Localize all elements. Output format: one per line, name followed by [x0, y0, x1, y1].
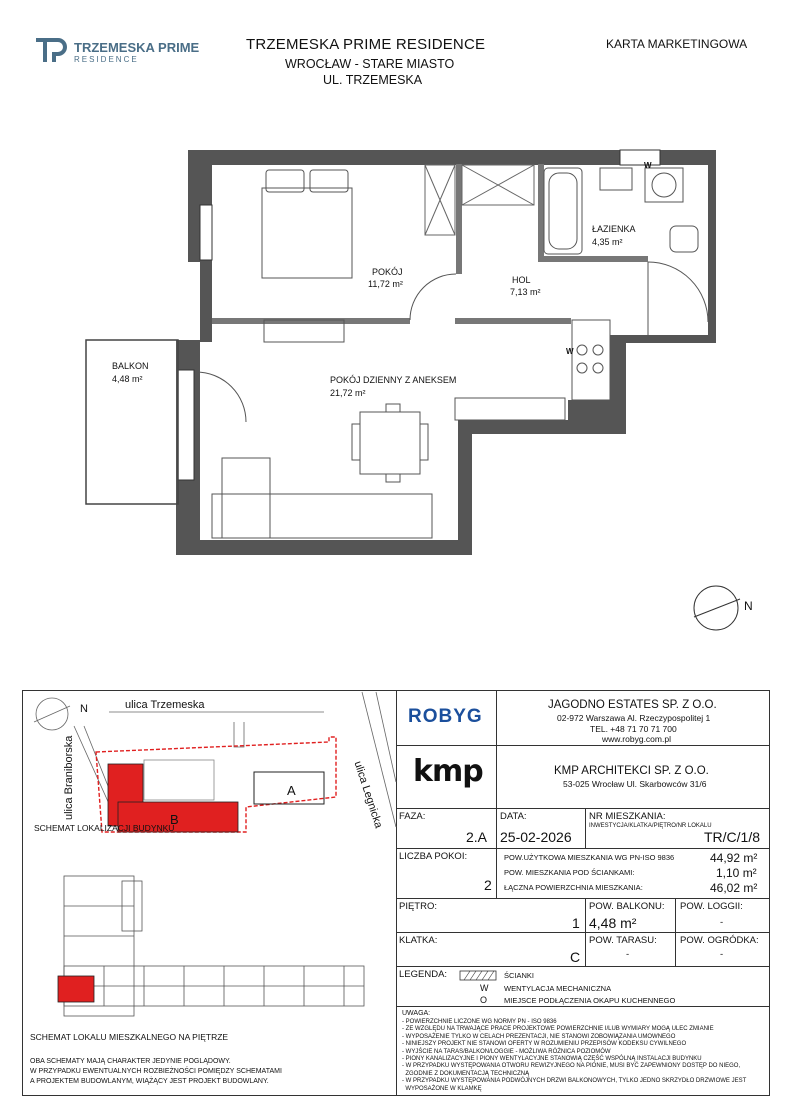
legend-3-mark: O — [480, 995, 488, 1005]
robyg-logo: ROBYG — [408, 706, 483, 727]
legend-1-text: ŚCIANKI — [504, 971, 535, 980]
faza-label: FAZA: — [399, 811, 426, 822]
legend-2-text: WENTYLACJA MECHANICZNA — [504, 984, 612, 993]
kmp-logo: kmp — [413, 754, 483, 789]
east-wall-mid — [610, 340, 626, 434]
page-title: TRZEMESKA PRIME RESIDENCE — [246, 36, 486, 53]
room-dzienny-name: POKÓJ DZIENNY Z ANEKSEM — [330, 375, 457, 385]
logo-sub-text: RESIDENCE — [74, 55, 139, 64]
map-compass-n: N — [80, 703, 88, 715]
investor-name: JAGODNO ESTATES SP. Z O.O. — [548, 699, 717, 711]
pietro-label: PIĘTRO: — [399, 901, 438, 912]
taras-label: POW. TARASU: — [589, 935, 657, 946]
street-right-label: ulica Legnicka — [351, 759, 385, 830]
loggia-label: POW. LOGGII: — [680, 901, 743, 912]
uwaga-line: - PIONY KANALIZACYJNE I PIONY WENTYLACYJNE STANOWIĄ CZĘŚĆ WSPÓLNĄ INSTALACJI BUDYNKU — [402, 1056, 702, 1063]
logo-main-text: TRZEMESKA PRIME — [74, 40, 200, 55]
legend-2-mark: W — [480, 983, 489, 993]
investor-address: 02-972 Warszawa Al. Rzeczypospolitej 1 — [557, 713, 711, 723]
floor-caption: SCHEMAT LOKALU MIESZKALNEGO NA PIĘTRZE — [30, 1032, 229, 1042]
klatka-label: KLATKA: — [399, 935, 438, 946]
pow-lacz-value: 46,02 m² — [710, 881, 758, 895]
city-text: WROCŁAW - STARE MIASTO — [285, 57, 455, 71]
uwagi-list — [402, 1019, 766, 1093]
uwaga-line: - WYJŚCIE NA TARAS/BALKON/LOGGIE - MOŻLIWA RÓŻNICA POZIOMÓW — [402, 1048, 611, 1055]
room-pokoj-area: 11,72 m² — [368, 279, 403, 289]
note-line-3: A PROJEKTEM BUDOWLANYM, WIĄŻĄCY JEST PROJEKT BUDOWLANY. — [30, 1078, 269, 1085]
street-top-label: ulica Trzemeska — [125, 699, 205, 711]
balkon-label: POW. BALKONU: — [589, 901, 665, 912]
note-line-1: OBA SCHEMATY MAJĄ CHARAKTER JEDYNIE POGLĄDOWY. — [30, 1058, 231, 1065]
loggia-value: - — [720, 917, 724, 928]
legend-3-text: MIEJSCE PODŁĄCZENIA OKAPU KUCHENNEGO — [504, 996, 676, 1005]
washer-mark: W — [644, 161, 652, 170]
architect-name: KMP ARCHITEKCI SP. Z O.O. — [554, 765, 709, 777]
card-type: KARTA MARKETINGOWA — [606, 37, 748, 51]
hol-living-wall — [455, 318, 571, 324]
hol-bath-wall — [538, 164, 544, 259]
uwaga-line: - POWIERZCHNIE LICZONE WG NORMY PN - ISO 9836 — [402, 1019, 557, 1025]
east-wall-lower — [458, 420, 472, 555]
bath-bottom-wall — [538, 256, 648, 262]
pow-sc-value: 1,10 m² — [716, 866, 757, 880]
taras-value: - — [626, 949, 630, 960]
building-a-label: A — [287, 783, 296, 798]
unit-highlight — [58, 976, 94, 1002]
legenda-label: LEGENDA: — [399, 969, 448, 980]
pow-sc-label: POW. MIESZKANIA POD ŚCIANKAMI: — [504, 868, 635, 877]
corridor-wall — [610, 335, 716, 343]
uwaga-line: - W PRZYPADKU WYSTĘPOWANIA PODWÓJNYCH DRZWI BALKONOWYCH, TYLKO JEDNO SKRZYDŁO DRZWIOWE JEST — [402, 1078, 747, 1085]
nr-value: TR/C/1/8 — [704, 829, 761, 845]
street-text: UL. TRZEMESKA — [323, 73, 423, 87]
ogrodek-label: POW. OGRÓDKA: — [680, 935, 759, 946]
uwaga-line: WYPOSAŻONE W KLAMKĘ — [402, 1085, 482, 1092]
room-dzienny-area: 21,72 m² — [330, 388, 366, 398]
uwaga-line: - ZE WZGLĘDU NA TRWAJĄCE PRACE PROJEKTOWE POWIERZCHNIE I/LUB WYMIARY MOGĄ ULEC ZMIANIE — [402, 1026, 714, 1033]
balkon-value: 4,48 m² — [589, 915, 637, 931]
room-pokoj-name: POKÓJ — [372, 267, 403, 277]
south-wall — [176, 540, 464, 555]
room-balkon-name: BALKON — [112, 361, 149, 371]
architect-address: 53-025 Wrocław Ul. Skarbowców 31/6 — [563, 779, 707, 789]
location-caption: SCHEMAT LOKALIZACJI BUDYNKU — [34, 823, 175, 833]
pietro-value: 1 — [572, 915, 580, 931]
ogrodek-value: - — [720, 949, 724, 960]
room-balkon-area: 4,48 m² — [112, 374, 143, 384]
note-line-2: W PRZYPADKU EWENTUALNYCH ROZBIEŻNOŚCI POMIĘDZY SCHEMATAMI — [30, 1068, 282, 1075]
pokoje-label: LICZBA POKOI: — [399, 851, 468, 862]
room-hol-name: HOL — [512, 275, 531, 285]
west-wall-mid — [200, 262, 212, 342]
nr-label: NR MIESZKANIA: — [589, 811, 666, 822]
bottom-divider — [396, 690, 397, 1096]
nr-sub: INWESTYCJA/KLATKA/PIĘTRO/NR LOKALU — [589, 823, 712, 829]
bedroom-living-wall — [212, 318, 410, 324]
floor-scheme — [24, 866, 396, 1036]
room-hol-area: 7,13 m² — [510, 287, 541, 297]
room-lazienka-area: 4,35 m² — [592, 237, 623, 247]
investor-phone: TEL. +48 71 70 71 700 — [590, 724, 677, 734]
investor-web: www.robyg.com.pl — [602, 734, 671, 744]
hood-mark: W — [566, 347, 574, 356]
uwaga-line: ZGODNIE Z DOKUMENTACJĄ TECHNICZNĄ — [402, 1070, 530, 1077]
klatka-value: C — [570, 949, 581, 965]
hatch-icon — [460, 970, 500, 982]
street-left-label: ulica Braniborska — [63, 735, 75, 820]
shaft — [568, 400, 610, 434]
faza-value: 2.A — [466, 829, 488, 845]
pow-lacz-label: ŁĄCZNA POWIERZCHNIA MIESZKANIA: — [504, 883, 643, 892]
pow-uz-label: POW.UŻYTKOWA MIESZKANIA WG PN-ISO 9836 — [504, 853, 675, 862]
compass-n-mark: N — [744, 599, 753, 613]
building-b-label: B — [170, 812, 179, 827]
pokoje-value: 2 — [484, 877, 492, 893]
pow-uz-value: 44,92 m² — [710, 851, 758, 865]
uwaga-line: - W PRZYPADKU WYSTĘPOWANIA OTWORU REWIZYJNEGO NA PIONIE, MUSI BYĆ ZAPEWNIONY DOSTĘP DO NIEGO, — [402, 1063, 741, 1070]
bedroom-hol-wall — [456, 164, 462, 274]
room-lazienka-name: ŁAZIENKA — [592, 224, 636, 234]
data-value: 25-02-2026 — [500, 829, 572, 845]
uwaga-line: - WYPOSAŻENIE TYLKO W CELACH PREZENTACJI, NIE STANOWI ZOBOWIĄZANIA UMOWNEGO — [402, 1033, 676, 1040]
east-wall-upper — [708, 150, 716, 340]
data-label: DATA: — [500, 811, 527, 822]
uwaga-label: UWAGA: — [402, 1010, 431, 1017]
uwaga-line: - NINIEJSZY PROJEKT NIE STANOWI OFERTY W ROZUMIENIU PRZEPISÓW KODEKSU CYWILNEGO — [402, 1041, 687, 1048]
